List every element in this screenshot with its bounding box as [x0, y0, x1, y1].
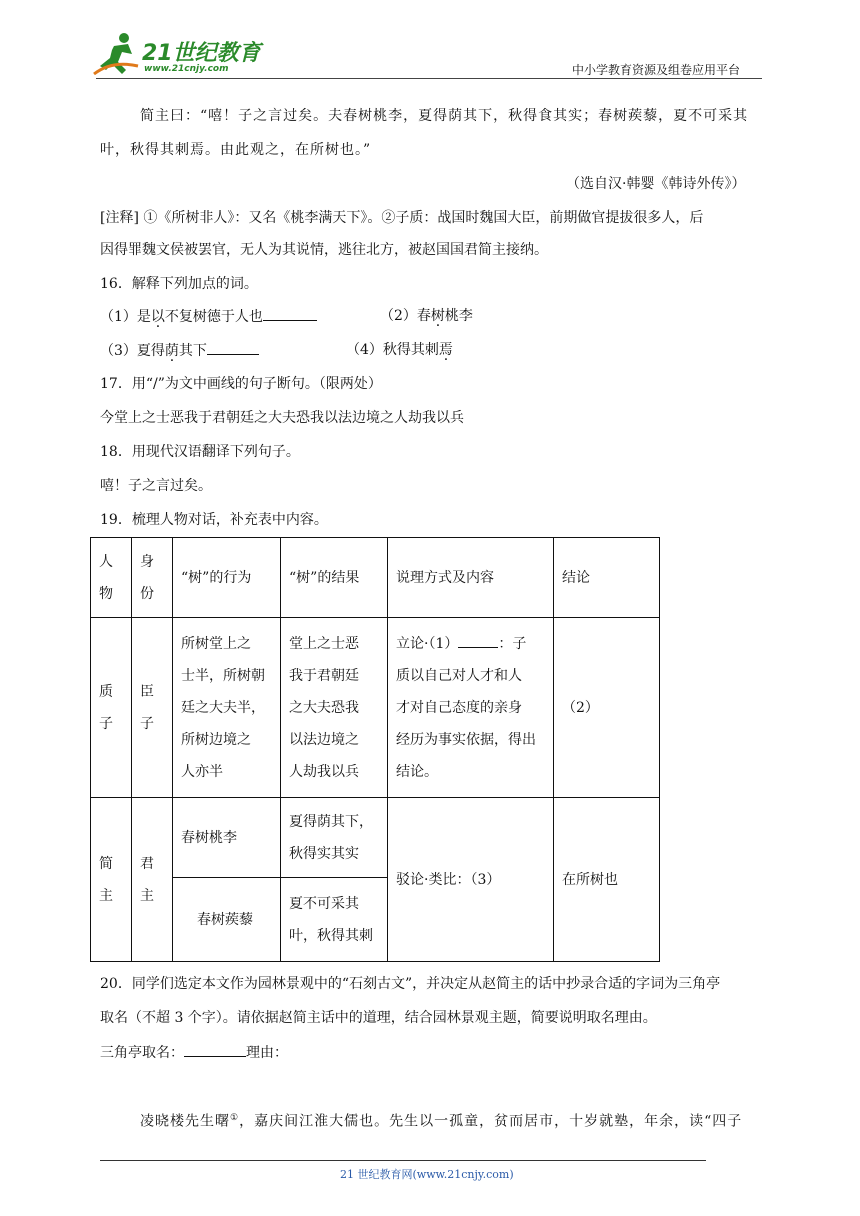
header-result: “树”的结果 — [281, 538, 388, 618]
note-line-2: 因得罪魏文侯被罢官，无人为其说情，逃往北方，被赵国国君简主接纳。 — [100, 242, 548, 258]
q20-line-1: 20．同学们选定本文作为园林景观中的“石刻古文”，并决定从赵简主的话中抄录合适的字词为三角亭 — [100, 976, 721, 992]
table-row — [91, 798, 660, 878]
footnote-mark: ① — [230, 1113, 240, 1123]
row1-action: 所树堂上之 士半，所树朝 廷之大夫半， 所树边境之 人亦半 — [173, 618, 281, 798]
runner-logo-icon — [92, 30, 142, 78]
q20-answer-line: 三角亭取名： 理由： — [100, 1042, 288, 1063]
footer-rule — [100, 1160, 706, 1161]
row2-identity: 君 主 — [132, 798, 173, 962]
header-rule — [96, 78, 762, 79]
row2-action-a: 春树桃李 — [173, 798, 281, 878]
q16-item-1: （1）是以不复树德于人也 — [100, 306, 317, 327]
table-header-row — [91, 538, 660, 618]
next-passage-line: 凌晓楼先生曙①，嘉庆间江淮大儒也。先生以一孤童，贫而居市，十岁就塾，年余，读“四子 — [140, 1113, 743, 1130]
q20-line-2: 取名（不超 3 个字）。请依据赵简主话中的道理，结合园林景观主题，简要说明取名理由。 — [100, 1010, 657, 1026]
site-logo — [92, 30, 262, 80]
q19-table — [90, 537, 660, 962]
dotted-char: 以 — [150, 309, 165, 325]
q16-title: 16．解释下列加点的词。 — [100, 276, 258, 292]
answer-blank[interactable] — [207, 340, 259, 355]
row2-method[interactable]: 驳论·类比：（3） — [388, 798, 554, 962]
answer-blank[interactable] — [263, 306, 317, 321]
row1-method: 立论·（1） ：子 质以自己对人才和人 才对自己态度的亲身 经历为事实依据，得出 结论。 — [388, 618, 554, 798]
header-method: 说理方式及内容 — [388, 538, 554, 618]
note-line-1: [注释] ①《所树非人》：又名《桃李满天下》。②子质：战国时魏国大臣，前期做官提拔很多人，后 — [100, 210, 704, 226]
header-action: “树”的行为 — [173, 538, 281, 618]
header-person: 人 物 — [91, 538, 132, 618]
row1-identity: 臣 子 — [132, 618, 173, 798]
row1-result: 堂上之士恶 我于君朝廷 之大夫恐我 以法边境之 人劫我以兵 — [281, 618, 388, 798]
row1-person: 质 子 — [91, 618, 132, 798]
row2-person: 简 主 — [91, 798, 132, 962]
dotted-char: 焉 — [438, 342, 453, 358]
passage-source: （选自汉·韩婴《韩诗外传》） — [566, 176, 746, 192]
row2-result-b: 夏不可采其 叶，秋得其刺 — [281, 878, 388, 962]
q19-title: 19．梳理人物对话，补充表中内容。 — [100, 512, 328, 528]
header-conclusion: 结论 — [554, 538, 660, 618]
answer-blank[interactable] — [184, 1042, 246, 1057]
dotted-char: 树 — [430, 308, 445, 324]
header-right-text: 中小学教育资源及组卷应用平台 — [572, 63, 741, 77]
passage-line-2: 叶，秋得其刺焉。由此观之，在所树也。” — [100, 142, 372, 158]
q18-sentence: 嘻！子之言过矣。 — [100, 478, 212, 494]
passage-line-1: 简主曰：“嘻！子之言过矣。夫春树桃李，夏得荫其下，秋得食其实；春树蒺藜，夏不可采其 — [140, 108, 749, 124]
q16-item-4: （4）秋得其刺焉 — [346, 342, 453, 358]
q18-title: 18．用现代汉语翻译下列句子。 — [100, 444, 300, 460]
row2-conclusion: 在所树也 — [554, 798, 660, 962]
answer-blank[interactable] — [458, 633, 498, 648]
logo-main-text: 21世纪教育 — [142, 41, 261, 66]
row2-action-b: 春树蒺藜 — [173, 878, 281, 962]
q17-title: 17．用“/”为文中画线的句子断句。（限两处） — [100, 376, 382, 392]
row1-conclusion[interactable]: （2） — [554, 618, 660, 798]
q16-item-3: （3）夏得荫其下 — [100, 340, 259, 361]
row2-result-a: 夏得荫其下， 秋得实其实 — [281, 798, 388, 878]
table-row — [91, 618, 660, 798]
q16-item-2: （2）春树桃李 — [380, 308, 473, 324]
footer-text: 21 世纪教育网(www.21cnjy.com) — [340, 1168, 514, 1181]
logo-sub-text: www.21cnjy.com — [144, 64, 229, 74]
header-identity: 身 份 — [132, 538, 173, 618]
q17-sentence: 今堂上之士恶我于君朝廷之大夫恐我以法边境之人劫我以兵 — [100, 410, 464, 426]
dotted-char: 荫 — [164, 343, 179, 359]
